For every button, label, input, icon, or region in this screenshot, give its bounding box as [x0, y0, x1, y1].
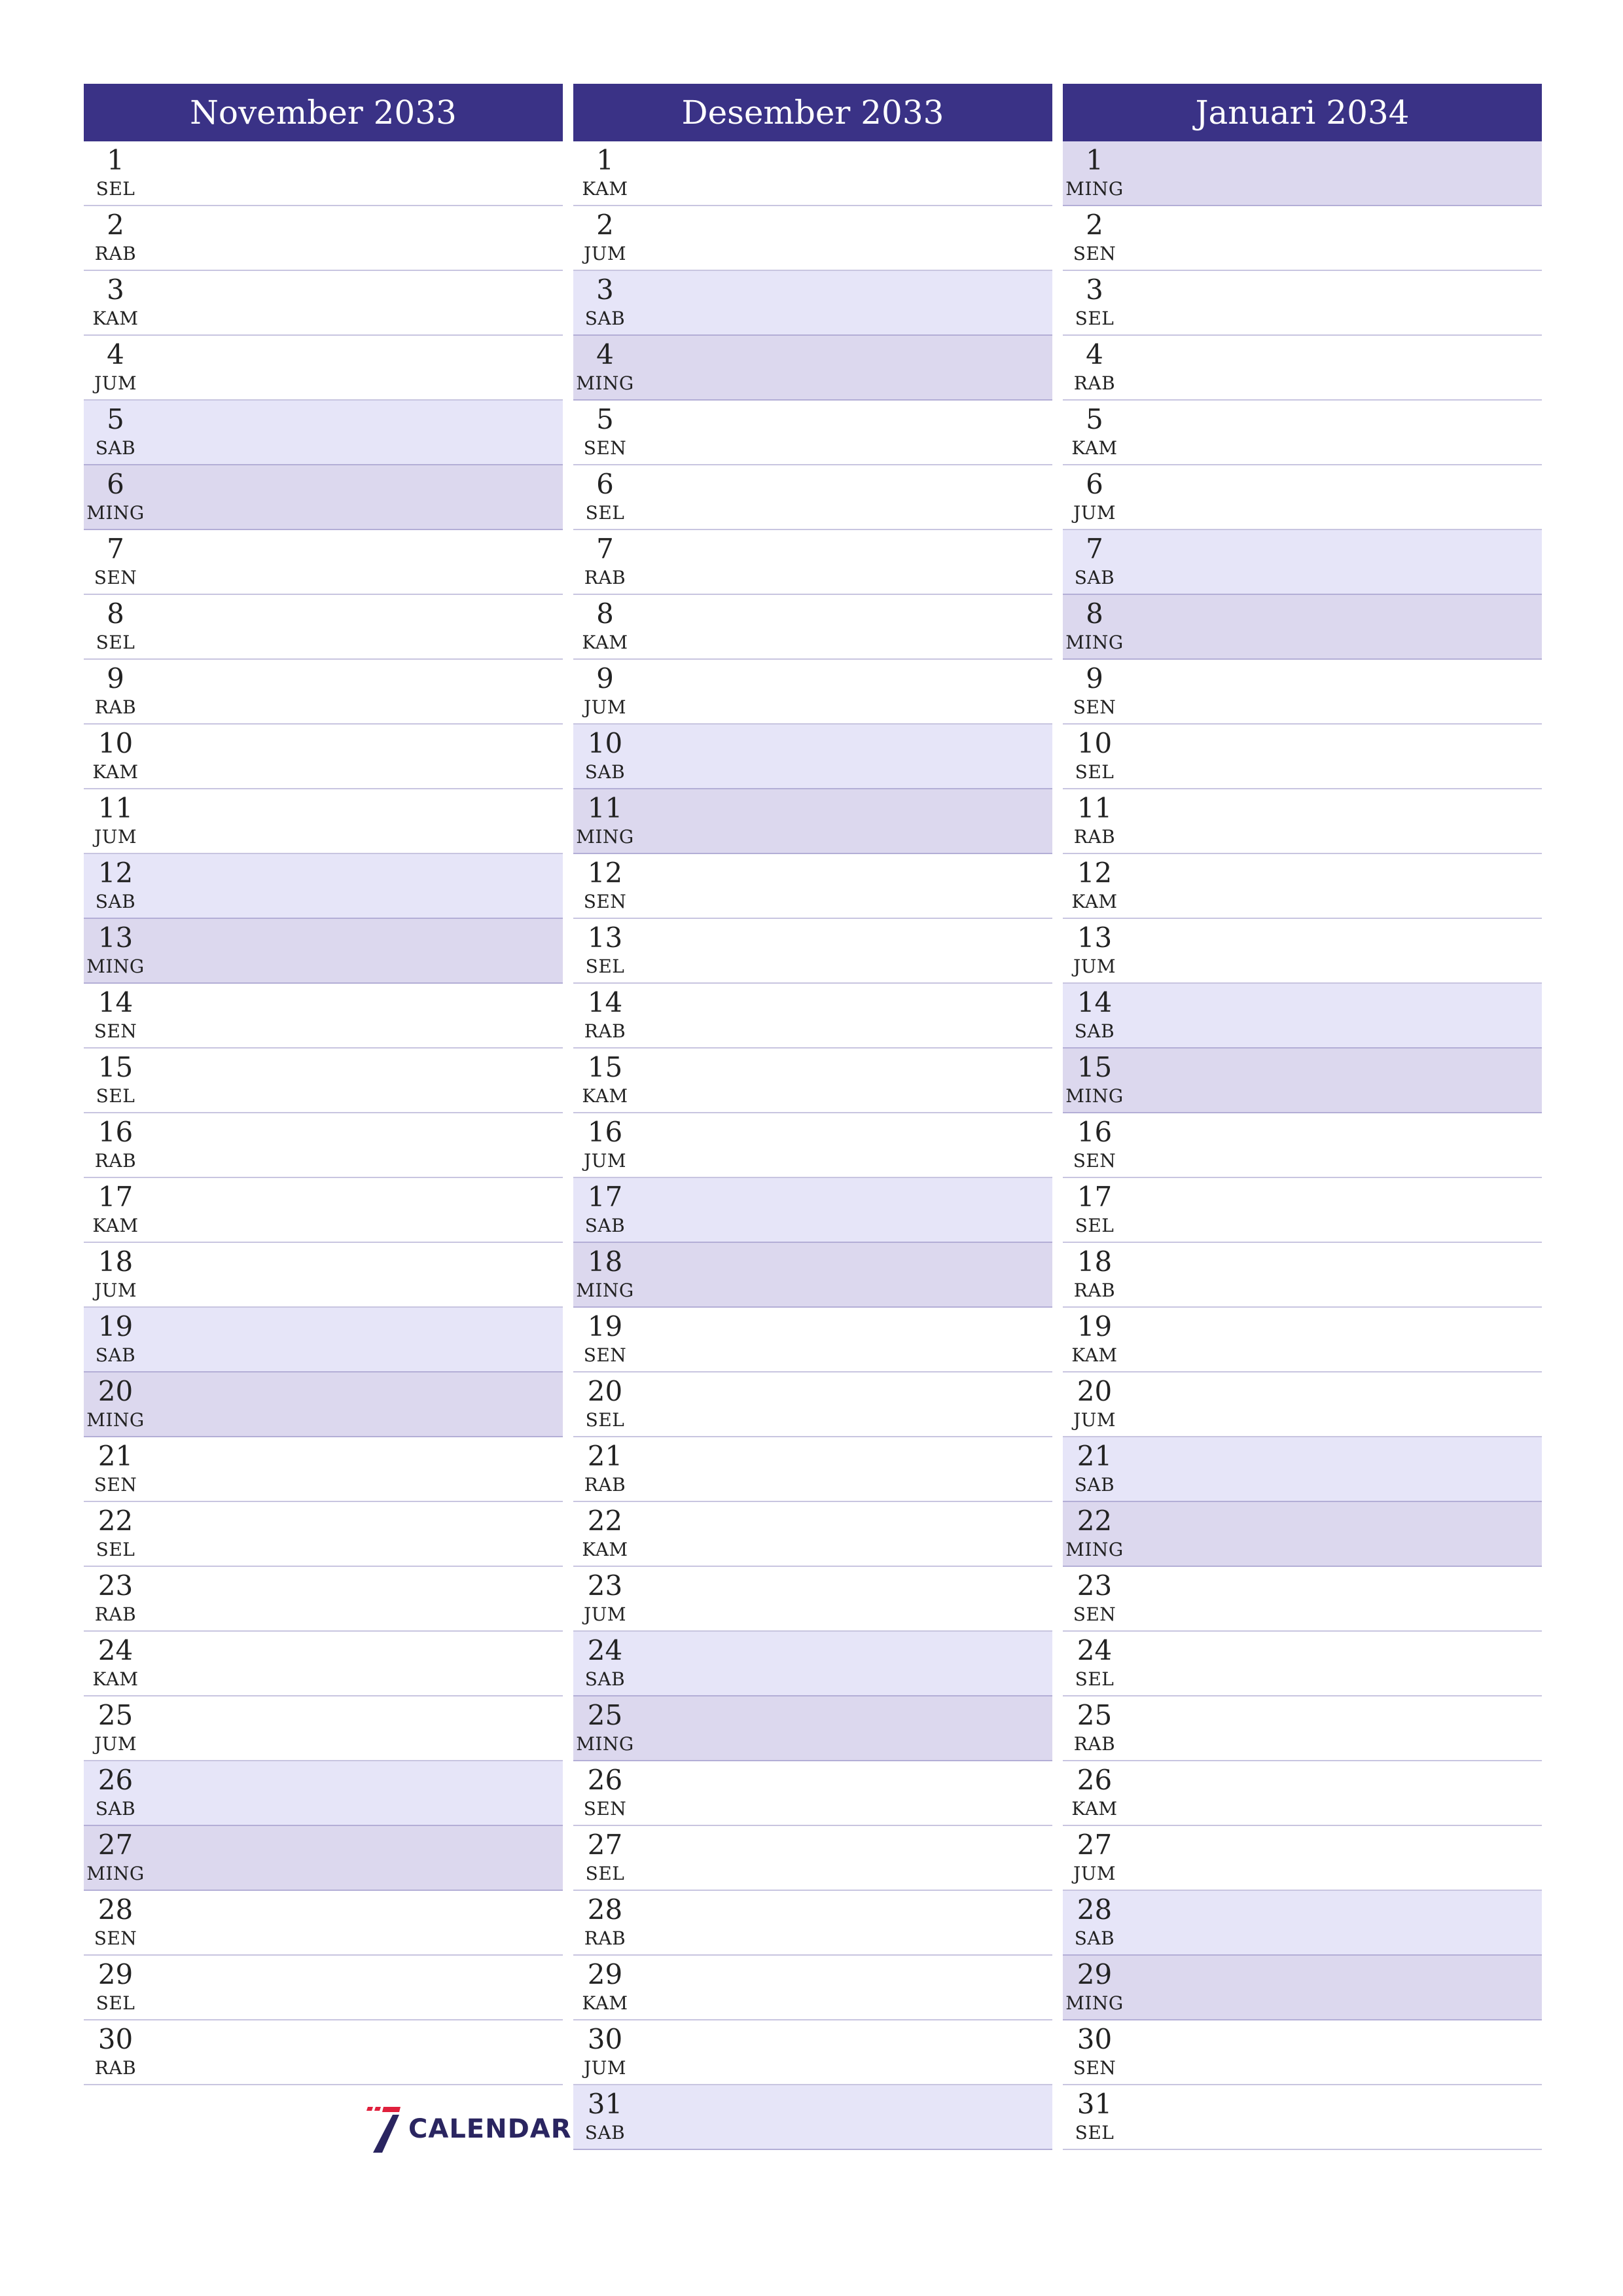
weekday-label: KAM [1071, 891, 1118, 912]
weekday-label: SEL [96, 632, 135, 653]
day-row [1063, 1956, 1542, 2020]
day-row [84, 1826, 563, 1891]
day-number: 4 [107, 338, 124, 370]
weekday-label: SEN [1073, 1150, 1116, 1172]
day-row [84, 984, 563, 1049]
day-number: 10 [587, 727, 623, 759]
day-row [573, 1761, 1052, 1826]
day-number: 22 [587, 1505, 623, 1537]
weekday-label: MING [86, 1409, 145, 1431]
day-number: 1 [1086, 144, 1103, 176]
day-row [573, 1049, 1052, 1113]
day-row [84, 465, 563, 530]
day-row [573, 336, 1052, 401]
weekday-label: SAB [584, 308, 626, 329]
weekday-label: SAB [584, 2122, 626, 2144]
day-row [1063, 401, 1542, 465]
day-row [84, 530, 563, 595]
month-title: Januari 2034 [1063, 84, 1542, 141]
weekday-label: SEL [1075, 761, 1115, 783]
weekday-label: MING [576, 372, 634, 394]
weekday-label: SEN [1073, 2057, 1116, 2079]
day-row [84, 1308, 563, 1372]
day-row [84, 595, 563, 660]
weekday-label: MING [576, 1733, 634, 1755]
day-number: 1 [596, 144, 614, 176]
weekday-label: KAM [92, 1215, 139, 1236]
day-row [84, 1178, 563, 1243]
weekday-label: KAM [92, 761, 139, 783]
weekday-label: KAM [92, 308, 139, 329]
weekday-label: RAB [584, 1474, 626, 1496]
weekday-label: KAM [1071, 437, 1118, 459]
weekday-label: SEN [94, 1928, 137, 1949]
weekday-label: RAB [94, 2057, 137, 2079]
day-row [573, 1308, 1052, 1372]
day-list [1063, 141, 1542, 2150]
weekday-label: KAM [582, 178, 628, 200]
day-row [1063, 1567, 1542, 1632]
weekday-label: SEN [583, 437, 627, 459]
day-number: 5 [107, 403, 124, 435]
month-title: Desember 2033 [573, 84, 1052, 141]
day-row [1063, 919, 1542, 984]
weekday-label: RAB [1073, 1733, 1116, 1755]
day-row [573, 1826, 1052, 1891]
day-number: 6 [107, 468, 124, 500]
day-row [573, 1891, 1052, 1956]
day-number: 21 [587, 1440, 623, 1472]
weekday-label: JUM [584, 696, 626, 718]
day-number: 15 [98, 1051, 134, 1083]
day-list [84, 141, 563, 2085]
weekday-label: JUM [94, 1733, 137, 1755]
day-number: 24 [1077, 1634, 1113, 1666]
weekday-label: SEN [583, 891, 627, 912]
day-row [1063, 1761, 1542, 1826]
day-number: 12 [1077, 857, 1113, 889]
brand-logo [364, 2104, 572, 2154]
day-row [1063, 660, 1542, 725]
day-number: 16 [1077, 1116, 1113, 1148]
weekday-label: MING [86, 956, 145, 977]
weekday-label: SAB [584, 1215, 626, 1236]
weekday-label: SEL [96, 1539, 135, 1560]
day-number: 23 [98, 1570, 134, 1602]
day-number: 30 [1077, 2023, 1113, 2055]
month-column-january [1063, 84, 1542, 2150]
day-row [84, 660, 563, 725]
day-row [573, 919, 1052, 984]
day-number: 29 [1077, 1958, 1113, 1990]
day-number: 19 [1077, 1310, 1113, 1342]
day-number: 3 [107, 274, 124, 306]
day-number: 15 [1077, 1051, 1113, 1083]
weekday-label: KAM [1071, 1798, 1118, 1820]
weekday-label: JUM [1073, 1863, 1116, 1884]
day-row [1063, 1696, 1542, 1761]
day-number: 12 [587, 857, 623, 889]
day-list [573, 141, 1052, 2150]
day-number: 14 [1077, 986, 1113, 1018]
day-number: 21 [98, 1440, 134, 1472]
day-number: 10 [1077, 727, 1113, 759]
day-row [573, 1113, 1052, 1178]
day-row [1063, 465, 1542, 530]
weekday-label: MING [576, 1280, 634, 1301]
day-number: 18 [1077, 1246, 1113, 1278]
weekday-label: SEL [1075, 1215, 1115, 1236]
day-row [573, 1178, 1052, 1243]
day-row [84, 1761, 563, 1826]
weekday-label: MING [86, 1863, 145, 1884]
weekday-label: SEL [96, 1992, 135, 2014]
day-row [1063, 206, 1542, 271]
day-number: 31 [1077, 2088, 1113, 2120]
weekday-label: SEL [96, 1085, 135, 1107]
weekday-label: JUM [1073, 956, 1116, 977]
weekday-label: SEL [1075, 2122, 1115, 2144]
weekday-label: KAM [582, 632, 628, 653]
day-number: 8 [107, 598, 124, 630]
day-number: 8 [596, 598, 614, 630]
day-row [573, 1567, 1052, 1632]
day-number: 3 [596, 274, 614, 306]
day-row [573, 984, 1052, 1049]
month-title: November 2033 [84, 84, 563, 141]
day-number: 26 [1077, 1764, 1113, 1796]
day-number: 22 [1077, 1505, 1113, 1537]
day-number: 18 [587, 1246, 623, 1278]
day-row [573, 141, 1052, 206]
day-number: 11 [587, 792, 623, 824]
day-number: 25 [98, 1699, 134, 1731]
weekday-label: KAM [92, 1668, 139, 1690]
day-number: 13 [98, 922, 134, 954]
day-number: 27 [98, 1829, 134, 1861]
weekday-label: JUM [1073, 502, 1116, 524]
weekday-label: RAB [584, 1928, 626, 1949]
weekday-label: SEL [585, 502, 625, 524]
day-number: 6 [596, 468, 614, 500]
day-number: 4 [596, 338, 614, 370]
weekday-label: SEN [583, 1344, 627, 1366]
day-number: 16 [98, 1116, 134, 1148]
weekday-label: KAM [582, 1992, 628, 2014]
day-number: 28 [587, 1893, 623, 1926]
day-number: 15 [587, 1051, 623, 1083]
day-number: 30 [98, 2023, 134, 2055]
day-row [1063, 1113, 1542, 1178]
day-row [1063, 854, 1542, 919]
day-number: 3 [1086, 274, 1103, 306]
day-row [1063, 271, 1542, 336]
day-number: 28 [1077, 1893, 1113, 1926]
weekday-label: JUM [1073, 1409, 1116, 1431]
day-row [1063, 1049, 1542, 1113]
weekday-label: SAB [95, 891, 136, 912]
day-row [1063, 789, 1542, 854]
weekday-label: KAM [582, 1539, 628, 1560]
day-number: 14 [587, 986, 623, 1018]
day-number: 11 [1077, 792, 1113, 824]
weekday-label: SAB [584, 1668, 626, 1690]
day-number: 25 [587, 1699, 623, 1731]
day-number: 9 [107, 662, 124, 694]
weekday-label: JUM [584, 243, 626, 264]
weekday-label: MING [1065, 1992, 1124, 2014]
day-row [84, 1372, 563, 1437]
day-number: 13 [587, 922, 623, 954]
weekday-label: RAB [1073, 372, 1116, 394]
day-number: 28 [98, 1893, 134, 1926]
day-row [573, 1956, 1052, 2020]
day-row [84, 854, 563, 919]
day-number: 20 [587, 1375, 623, 1407]
day-row [573, 530, 1052, 595]
day-number: 16 [587, 1116, 623, 1148]
weekday-label: KAM [582, 1085, 628, 1107]
day-number: 5 [596, 403, 614, 435]
day-number: 29 [98, 1958, 134, 1990]
weekday-label: SEN [583, 1798, 627, 1820]
weekday-label: SEN [94, 1474, 137, 1496]
day-number: 18 [98, 1246, 134, 1278]
weekday-label: JUM [94, 826, 137, 848]
day-row [84, 725, 563, 789]
day-row [573, 1502, 1052, 1567]
day-row [573, 789, 1052, 854]
day-number: 19 [587, 1310, 623, 1342]
weekday-label: RAB [94, 1604, 137, 1625]
weekday-label: SEN [94, 567, 137, 588]
day-row [1063, 530, 1542, 595]
weekday-label: SAB [1074, 567, 1115, 588]
day-number: 14 [98, 986, 134, 1018]
day-number: 13 [1077, 922, 1113, 954]
day-row [84, 1243, 563, 1308]
logo-text: CALENDAR [408, 2114, 572, 2144]
day-number: 9 [596, 662, 614, 694]
day-row [1063, 1372, 1542, 1437]
day-row [84, 1567, 563, 1632]
weekday-label: SEL [585, 1863, 625, 1884]
day-row [573, 1372, 1052, 1437]
day-row [1063, 2085, 1542, 2150]
day-number: 24 [98, 1634, 134, 1666]
day-number: 26 [98, 1764, 134, 1796]
weekday-label: SEL [1075, 1668, 1115, 1690]
day-row [84, 206, 563, 271]
day-row [84, 401, 563, 465]
day-number: 20 [1077, 1375, 1113, 1407]
day-row [84, 1632, 563, 1696]
day-row [1063, 1437, 1542, 1502]
day-row [1063, 1632, 1542, 1696]
weekday-label: MING [1065, 1085, 1124, 1107]
weekday-label: RAB [1073, 1280, 1116, 1301]
day-number: 7 [107, 533, 124, 565]
day-row [573, 660, 1052, 725]
day-row [573, 725, 1052, 789]
day-number: 22 [98, 1505, 134, 1537]
weekday-label: JUM [94, 372, 137, 394]
weekday-label: SEN [1073, 1604, 1116, 1625]
day-number: 23 [1077, 1570, 1113, 1602]
day-number: 19 [98, 1310, 134, 1342]
day-row [84, 1502, 563, 1567]
day-row [1063, 984, 1542, 1049]
day-number: 26 [587, 1764, 623, 1796]
day-number: 25 [1077, 1699, 1113, 1731]
day-number: 12 [98, 857, 134, 889]
month-column-november [84, 84, 563, 2085]
day-row [84, 1956, 563, 2020]
day-number: 17 [587, 1181, 623, 1213]
day-row [573, 465, 1052, 530]
day-row [84, 1696, 563, 1761]
day-number: 7 [596, 533, 614, 565]
day-number: 27 [587, 1829, 623, 1861]
weekday-label: JUM [584, 1604, 626, 1625]
day-number: 1 [107, 144, 124, 176]
day-row [1063, 1308, 1542, 1372]
day-row [84, 2020, 563, 2085]
weekday-label: RAB [94, 1150, 137, 1172]
day-row [84, 1049, 563, 1113]
day-number: 9 [1086, 662, 1103, 694]
weekday-label: MING [86, 502, 145, 524]
day-row [573, 1632, 1052, 1696]
day-row [1063, 595, 1542, 660]
day-number: 8 [1086, 598, 1103, 630]
day-number: 21 [1077, 1440, 1113, 1472]
day-row [84, 141, 563, 206]
day-number: 6 [1086, 468, 1103, 500]
day-number: 2 [107, 209, 124, 241]
day-row [1063, 1826, 1542, 1891]
day-number: 5 [1086, 403, 1103, 435]
day-row [84, 919, 563, 984]
weekday-label: SAB [95, 1798, 136, 1820]
weekday-label: JUM [584, 2057, 626, 2079]
day-number: 2 [1086, 209, 1103, 241]
day-row [1063, 1502, 1542, 1567]
day-number: 2 [596, 209, 614, 241]
day-number: 11 [98, 792, 134, 824]
weekday-label: KAM [1071, 1344, 1118, 1366]
day-row [1063, 1178, 1542, 1243]
day-number: 7 [1086, 533, 1103, 565]
day-number: 10 [98, 727, 134, 759]
day-number: 4 [1086, 338, 1103, 370]
day-row [1063, 336, 1542, 401]
weekday-label: RAB [584, 567, 626, 588]
day-row [84, 789, 563, 854]
weekday-label: SAB [1074, 1020, 1115, 1042]
weekday-label: SEL [1075, 308, 1115, 329]
day-row [84, 1437, 563, 1502]
weekday-label: RAB [584, 1020, 626, 1042]
day-row [573, 1696, 1052, 1761]
day-number: 29 [587, 1958, 623, 1990]
weekday-label: SAB [95, 1344, 136, 1366]
weekday-label: RAB [94, 696, 137, 718]
day-row [84, 1891, 563, 1956]
seven-logo-icon [364, 2104, 402, 2154]
weekday-label: MING [576, 826, 634, 848]
day-row [573, 206, 1052, 271]
day-number: 23 [587, 1570, 623, 1602]
day-row [573, 2020, 1052, 2085]
day-row [573, 2085, 1052, 2150]
weekday-label: MING [1065, 178, 1124, 200]
day-number: 30 [587, 2023, 623, 2055]
weekday-label: SEL [585, 956, 625, 977]
weekday-label: RAB [94, 243, 137, 264]
weekday-label: SEL [96, 178, 135, 200]
day-number: 20 [98, 1375, 134, 1407]
day-row [573, 401, 1052, 465]
day-row [1063, 1891, 1542, 1956]
day-row [573, 1437, 1052, 1502]
weekday-label: JUM [94, 1280, 137, 1301]
day-row [573, 854, 1052, 919]
month-column-december [573, 84, 1052, 2150]
weekday-label: JUM [584, 1150, 626, 1172]
day-row [84, 271, 563, 336]
weekday-label: SAB [584, 761, 626, 783]
day-row [573, 595, 1052, 660]
weekday-label: MING [1065, 632, 1124, 653]
weekday-label: SAB [1074, 1928, 1115, 1949]
day-number: 17 [1077, 1181, 1113, 1213]
day-row [84, 1113, 563, 1178]
day-number: 31 [587, 2088, 623, 2120]
weekday-label: SAB [95, 437, 136, 459]
day-row [573, 271, 1052, 336]
day-row [1063, 141, 1542, 206]
day-row [1063, 2020, 1542, 2085]
weekday-label: SAB [1074, 1474, 1115, 1496]
weekday-label: SEN [1073, 243, 1116, 264]
weekday-label: SEN [94, 1020, 137, 1042]
day-number: 24 [587, 1634, 623, 1666]
day-number: 27 [1077, 1829, 1113, 1861]
day-number: 17 [98, 1181, 134, 1213]
weekday-label: SEN [1073, 696, 1116, 718]
weekday-label: RAB [1073, 826, 1116, 848]
day-row [573, 1243, 1052, 1308]
weekday-label: MING [1065, 1539, 1124, 1560]
day-row [1063, 1243, 1542, 1308]
day-row [1063, 725, 1542, 789]
day-row [84, 336, 563, 401]
weekday-label: SEL [585, 1409, 625, 1431]
